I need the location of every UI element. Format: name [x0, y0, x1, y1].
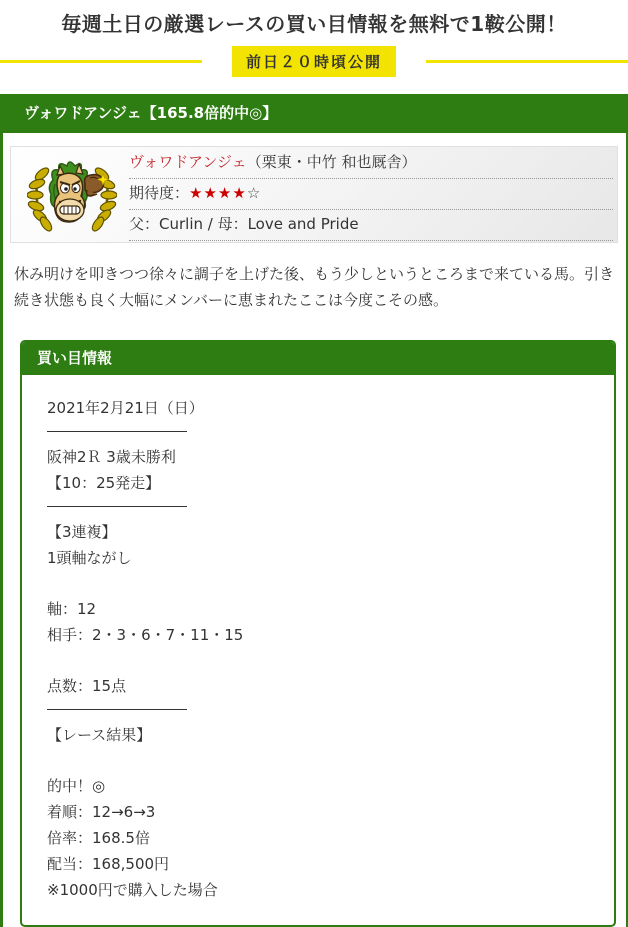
result-payout: 配当：168,500円 [47, 854, 170, 873]
release-time-badge: 前日２０時頃公開 [232, 46, 396, 77]
race-date: 2021年2月21日（日） [47, 398, 204, 417]
horse-comment: 休み明けを叩きつつ徐々に調子を上げた後、もう少しというところまで来ている馬。引き続き状態も良く大幅にメンバーに恵まれたここは今度こその感。 [14, 265, 615, 310]
divider [47, 709, 187, 710]
bet-type: 【3連複】 [47, 522, 117, 541]
result-hit: 的中！◎ [47, 776, 106, 795]
divider [47, 506, 187, 507]
divider [47, 431, 187, 432]
horse-profile-rows [129, 148, 613, 241]
horse-profile-card [10, 146, 618, 243]
race-start-time: 【10：25発走】 [47, 473, 161, 492]
result-odds: 倍率：168.5倍 [47, 828, 150, 847]
horse-section-header: ヴォワドアンジェ【165.8倍的中◎】 [0, 94, 626, 133]
horse-award-icon [27, 150, 117, 240]
bet-method: 1頭軸ながし [47, 548, 132, 567]
star-rating-empty: ☆ [246, 184, 261, 202]
release-time-row [0, 46, 628, 76]
result-note: ※1000円で購入した場合 [47, 880, 218, 899]
expectation-row [129, 179, 613, 210]
bet-info-header: 買い目情報 [22, 342, 614, 375]
bet-info-body [22, 375, 614, 925]
expectation-label: 期待度： [129, 184, 190, 202]
star-rating-filled: ★★★★ [189, 184, 247, 202]
race-name: 阪神2Ｒ 3歳未勝利 [47, 447, 176, 466]
horse-section [0, 94, 628, 927]
bet-points: 点数：15点 [47, 676, 127, 695]
horse-stable: （栗東・中竹 和也厩舎） [246, 153, 417, 171]
bet-axis: 軸：12 [47, 599, 97, 618]
pedigree-row [129, 210, 613, 241]
page-title: 毎週土日の厳選レースの買い目情報を無料で1鞍公開！ [61, 12, 567, 36]
horse-name: ヴォワドアンジェ [129, 153, 247, 171]
bet-partners: 相手：2・3・6・7・11・15 [47, 625, 244, 644]
pedigree-text: 父：Curlin / 母：Love and Pride [129, 215, 359, 233]
yellow-rule-left [0, 60, 202, 63]
bet-info-box [20, 340, 616, 927]
horse-name-row [129, 148, 613, 179]
result-finish-order: 着順：12→6→3 [47, 802, 156, 821]
result-header: 【レース結果】 [47, 725, 152, 744]
yellow-rule-right [426, 60, 628, 63]
